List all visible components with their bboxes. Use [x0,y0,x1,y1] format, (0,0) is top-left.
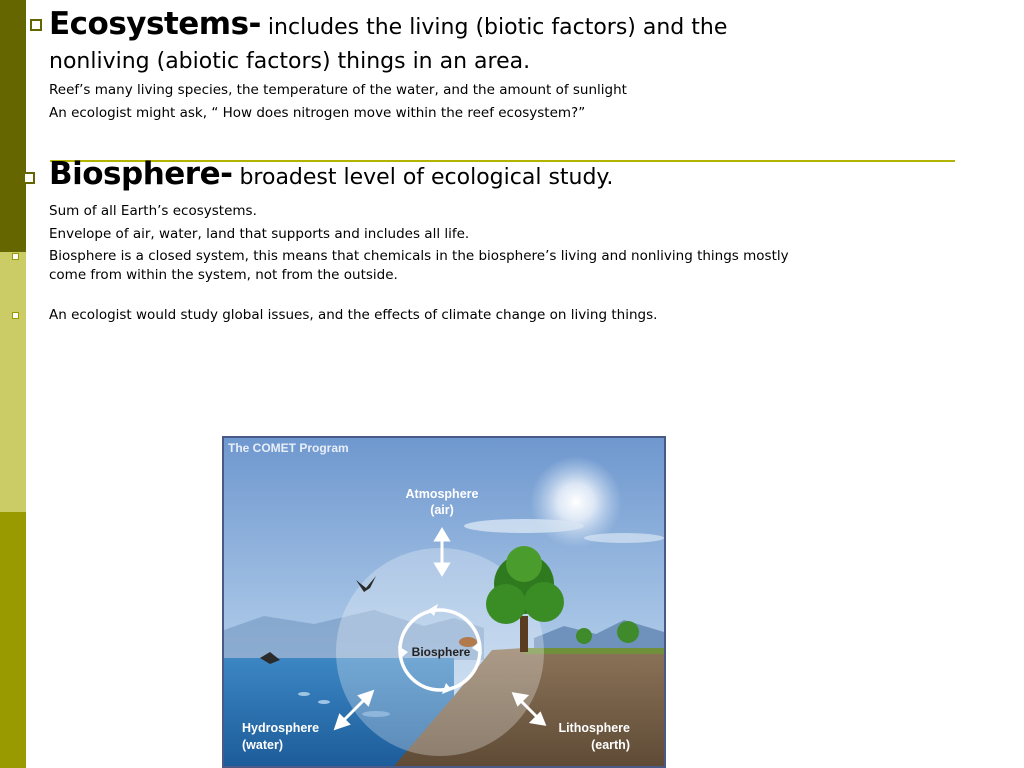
square-bullet-icon [23,172,35,184]
tree-canopy [486,584,526,624]
left-bar-light [0,252,26,512]
biosphere-heading [49,156,613,192]
biosphere-label: Biosphere [411,645,471,659]
ecosystems-definition: includes the living (biotic factors) and the [260,15,728,40]
biosphere-envelope: Envelope of air, water, land that supports and includes all life. [49,226,470,242]
ecosystems-heading [49,6,727,42]
tree-canopy [524,582,564,622]
biosphere-closed-system: Biosphere is a closed system, this means that chemicals in the biosphere’s living and nonliving things mostly [49,248,789,264]
ecosystems-question: An ecologist might ask, “ How does nitrogen move within the reef ecosystem?” [49,105,586,121]
tree-trunk [520,616,528,652]
lithosphere-label: Lithosphere [558,721,630,735]
square-bullet-icon [12,253,19,260]
small-tree [576,628,592,644]
left-bar-mid [0,512,26,768]
fish [362,711,390,717]
square-bullet-icon [30,19,42,31]
square-bullet-icon [12,312,19,319]
ecosystems-definition-line2: nonliving (abiotic factors) things in an area. [49,49,531,74]
grass [524,648,664,654]
tree-canopy [506,546,542,582]
biosphere-closed-system-line2: come from within the system, not from the outside. [49,267,398,283]
biosphere-diagram [222,436,666,768]
biosphere-definition: broadest level of ecological study. [232,165,614,190]
biosphere-sum: Sum of all Earth’s ecosystems. [49,203,257,219]
left-bar-dark [0,0,26,252]
fish [318,700,330,704]
hydrosphere-label: Hydrosphere [242,721,320,735]
ecosystems-example: Reef’s many living species, the temperature of the water, and the amount of sunlight [49,82,627,98]
diagram-credit: The COMET Program [228,441,349,455]
cloud [584,533,664,543]
small-tree [617,621,639,643]
lithosphere-sublabel: (earth) [591,738,630,752]
fish [298,692,310,696]
biosphere-ecologist: An ecologist would study global issues, and the effects of climate change on living things. [49,307,658,323]
atmosphere-label: Atmosphere [405,487,479,501]
hydrosphere-sublabel: (water) [242,738,283,752]
atmosphere-sublabel: (air) [430,503,454,517]
cloud [464,519,584,533]
ecosystems-term: Ecosystems- [49,6,261,42]
biosphere-term: Biosphere- [49,156,233,192]
